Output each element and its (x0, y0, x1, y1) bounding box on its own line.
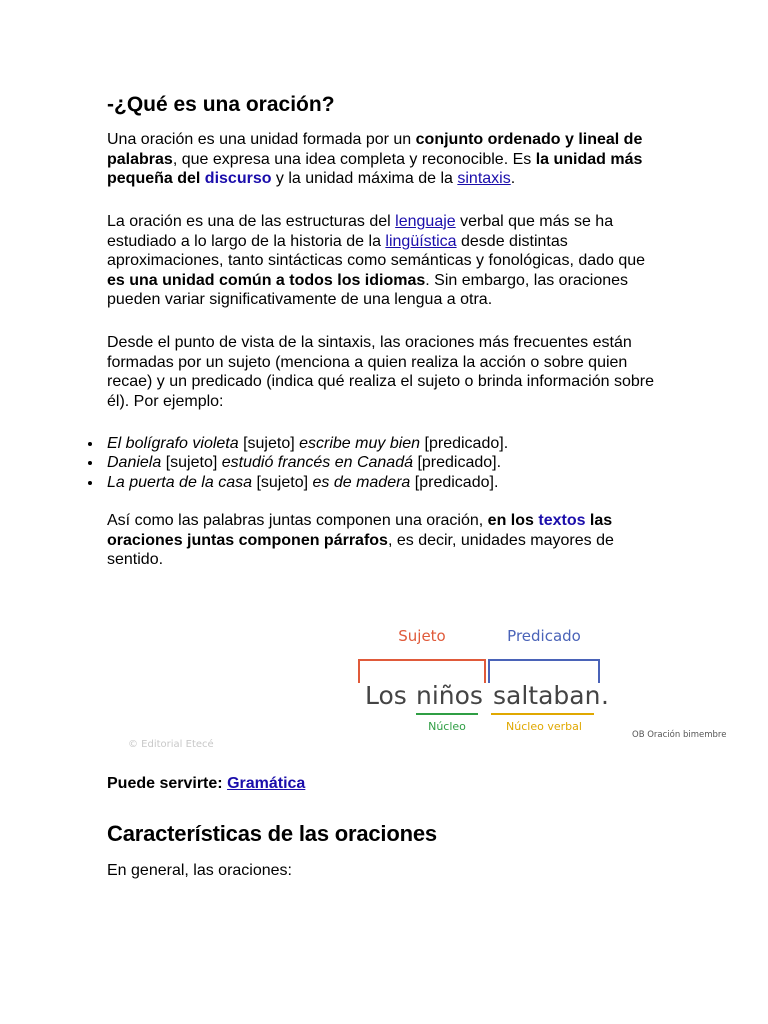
link-textos[interactable]: textos (538, 512, 586, 529)
para4-bold-1: en los (487, 512, 539, 529)
para2-bold-1: es una unidad común a todos los idiomas (107, 271, 426, 289)
example-predicate-tag: [predicado]. (410, 473, 499, 491)
link-gramatica[interactable]: Gramática (227, 775, 306, 792)
nucleus-label: Núcleo (428, 720, 466, 733)
example-predicate-tag: [predicado]. (413, 454, 502, 472)
subject-label: Sujeto (398, 627, 446, 645)
examples-list (82, 434, 508, 492)
para2-text-2: verbal que más se ha estudiado a lo largo de la historia de la (107, 213, 614, 250)
see-also-label: Puede servirte: (107, 775, 228, 792)
example-subject: El bolígrafo violeta (107, 435, 239, 452)
paragraph-syntax: Desde el punto de vista de la sintaxis, las oraciones más frecuentes están formadas por un sujeto (menciona a quien realiza la acción o sobre quien recae) y un predicado (indica qué realiza el sujeto o brinda información sobre él). Por ejemplo: (107, 334, 654, 410)
example-predicate-tag: [predicado]. (420, 435, 509, 452)
para1-bold-2: la unidad más pequeña del (107, 150, 643, 188)
paragraph-texts (107, 511, 667, 570)
verbal-nucleus-label: Núcleo verbal (506, 720, 582, 733)
section-title: Características de las oraciones (107, 821, 437, 846)
page-title: -¿Qué es una oración? (107, 93, 335, 116)
section-intro: En general, las oraciones: (107, 862, 292, 879)
example-subject: La puerta de la casa (107, 473, 252, 491)
example-predicate: escribe muy bien (299, 435, 421, 452)
para2-text-1: La oración es una de las estructuras del (107, 213, 396, 230)
para4-text-1: Así como las palabras juntas componen una oración, (107, 512, 488, 529)
para1-text-3: y la unidad máxima de la (271, 170, 458, 188)
sentence-diagram (110, 610, 730, 760)
list-item (107, 453, 508, 472)
example-subject-tag: [sujeto] (161, 454, 222, 472)
para1-bold-1: conjunto ordenado y lineal de palabras (107, 131, 643, 168)
sentence-period: . (601, 681, 609, 710)
word-saltaban: saltaban (493, 681, 601, 710)
para2-text-3: desde distintas aproximaciones, tanto sintácticas como semánticas y fonológicas, dado que (107, 232, 646, 270)
paragraph-language (107, 212, 667, 310)
link-linguistica[interactable]: lingüística (385, 232, 457, 250)
example-predicate: es de madera (312, 473, 411, 491)
para1-text-4: . (510, 170, 516, 188)
word-los: Los (365, 681, 407, 710)
para1-text-2: , que expresa una idea completa y reconocible. Es (172, 150, 536, 168)
predicate-label: Predicado (507, 627, 581, 645)
subject-bracket (359, 660, 485, 683)
copyright-watermark: © Editorial Etecé (128, 739, 214, 750)
para2-text-4: . Sin embargo, las oraciones pueden variar significativamente de una lengua a otra. (107, 271, 629, 309)
list-item (107, 473, 508, 492)
list-item (107, 434, 508, 453)
predicate-bracket (489, 660, 599, 683)
diagram-caption: OB Oración bimembre (632, 730, 727, 740)
example-subject-tag: [sujeto] (238, 435, 300, 452)
para1-text-1: Una oración es una unidad formada por un (107, 131, 416, 148)
para4-bold-2: las oraciones juntas componen párrafos (107, 512, 613, 549)
link-discurso[interactable]: discurso (204, 170, 272, 188)
example-subject-tag: [sujeto] (252, 473, 313, 491)
word-ninos: niños (416, 681, 483, 710)
example-subject: Daniela (107, 454, 162, 472)
see-also (107, 774, 305, 794)
link-sintaxis[interactable]: sintaxis (457, 170, 511, 188)
link-lenguaje[interactable]: lenguaje (395, 213, 456, 230)
example-predicate: estudió francés en Canadá (221, 454, 413, 472)
para4-text-2: , es decir, unidades mayores de sentido. (107, 531, 614, 569)
paragraph-definition (107, 130, 667, 189)
